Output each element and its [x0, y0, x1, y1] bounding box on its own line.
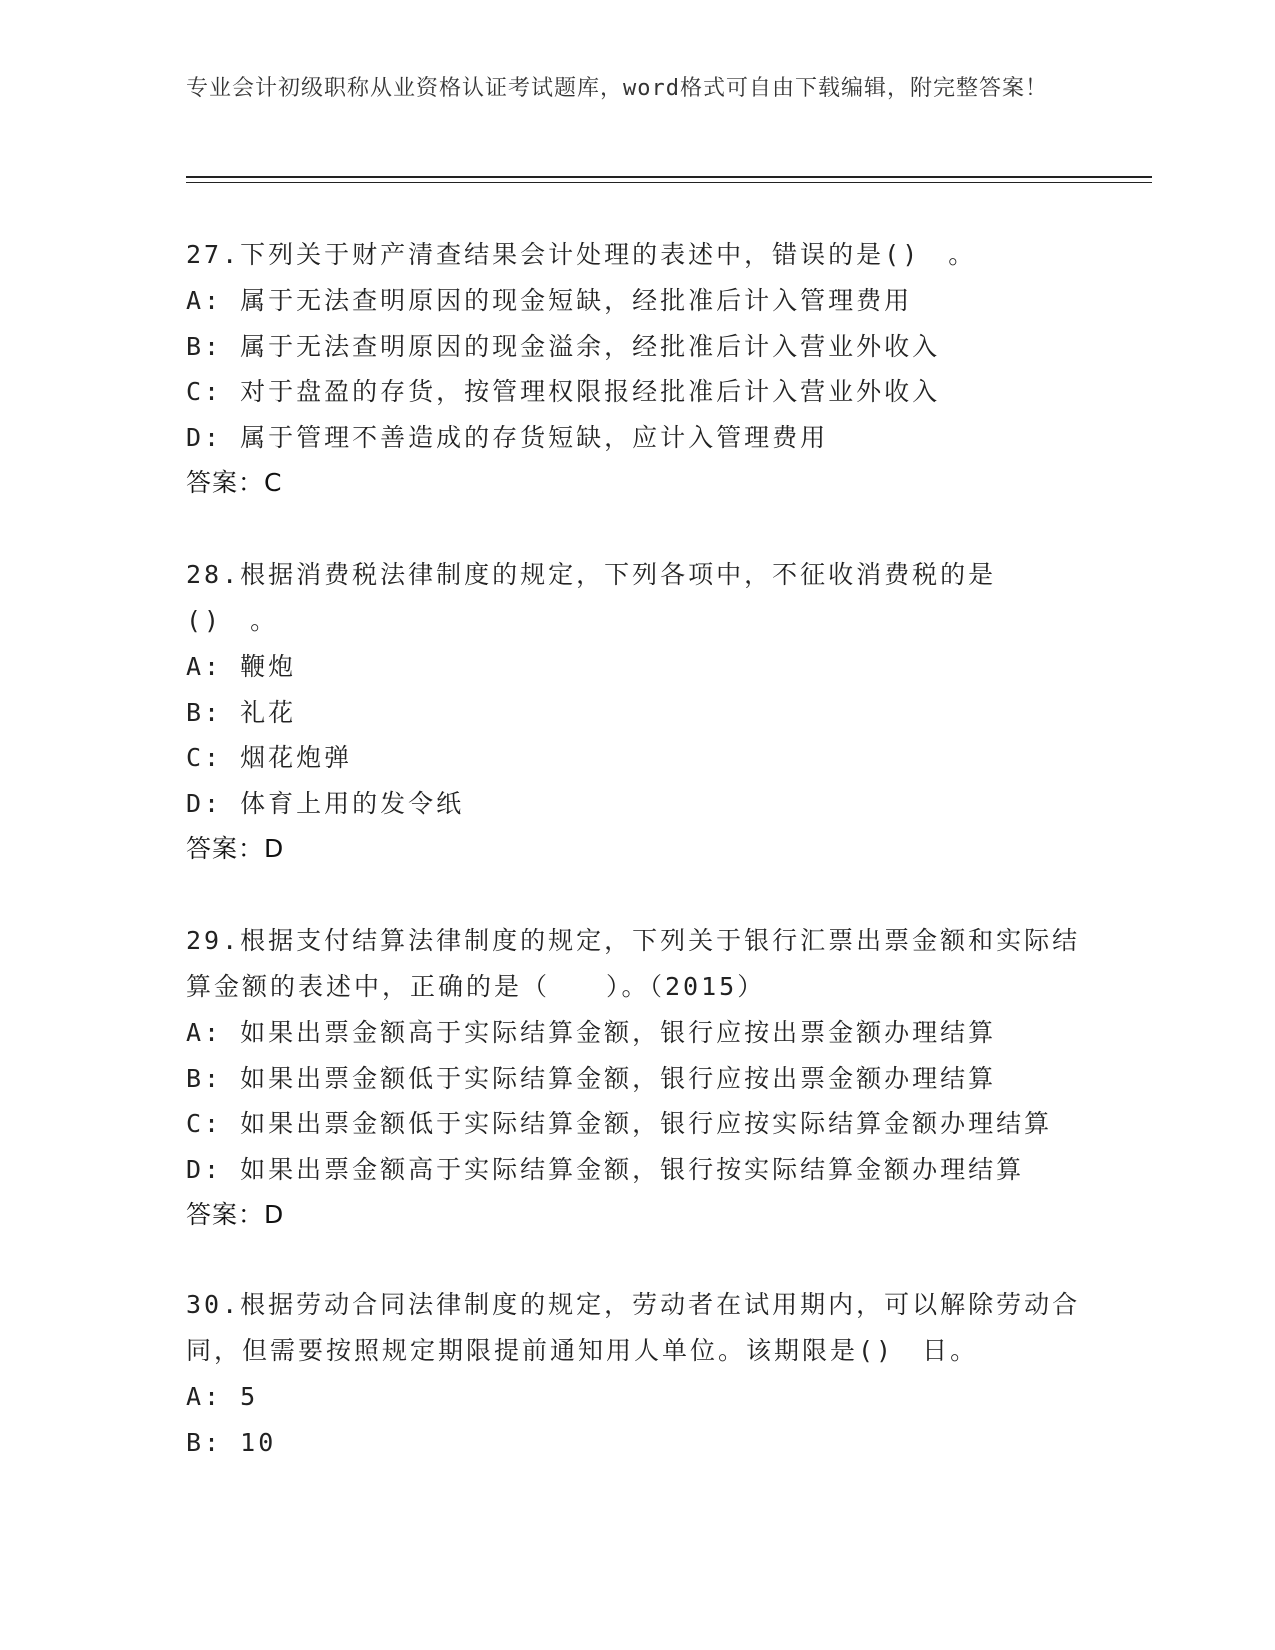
header-text: 专业会计初级职称从业资格认证考试题库，word格式可自由下载编辑，附完整答案！ — [186, 76, 1048, 101]
header-divider-thin — [186, 182, 1152, 183]
option-d: D: 如果出票金额高于实际结算金额，银行按实际结算金额办理结算 — [186, 1154, 1025, 1184]
question-30 — [186, 1282, 1086, 1465]
answer-text: 答案：C — [186, 468, 283, 497]
header-divider-thick — [186, 176, 1152, 178]
option-c: C: 烟花炮弹 — [186, 743, 353, 772]
option-b: B: 礼花 — [186, 697, 297, 727]
option-d: D: 体育上用的发令纸 — [186, 788, 465, 818]
question-27 — [186, 232, 1086, 506]
option-a: A: 属于无法查明原因的现金短缺，经批准后计入管理费用 — [186, 286, 913, 315]
option-c: C: 如果出票金额低于实际结算金额，银行应按实际结算金额办理结算 — [186, 1109, 1053, 1138]
option-b: B: 如果出票金额低于实际结算金额，银行应按出票金额办理结算 — [186, 1063, 997, 1093]
option-b: B: 10 — [186, 1427, 277, 1457]
option-b: B: 属于无法查明原因的现金溢余，经批准后计入营业外收入 — [186, 331, 941, 361]
question-stem: 29.根据支付结算法律制度的规定，下列关于银行汇票出票金额和实际结算金额的表述中，正确的是（ ）。（2015） — [186, 926, 1081, 1001]
option-a: A: 鞭炮 — [186, 652, 297, 681]
option-a: A: 如果出票金额高于实际结算金额，银行应按出票金额办理结算 — [186, 1018, 997, 1047]
option-c: C: 对于盘盈的存货，按管理权限报经批准后计入营业外收入 — [186, 377, 941, 406]
question-stem: 30.根据劳动合同法律制度的规定，劳动者在试用期内，可以解除劳动合同，但需要按照规定期限提前通知用人单位。该期限是() 日。 — [186, 1290, 1081, 1365]
question-28 — [186, 552, 1086, 872]
answer-text: 答案：D — [186, 834, 285, 863]
option-d: D: 属于管理不善造成的存货短缺，应计入管理费用 — [186, 422, 829, 452]
question-stem: 27.下列关于财产清查结果会计处理的表述中，错误的是() 。 — [186, 240, 977, 269]
answer-text: 答案：D — [186, 1200, 285, 1229]
question-stem: 28.根据消费税法律制度的规定，下列各项中，不征收消费税的是() 。 — [186, 560, 997, 635]
option-a: A: 5 — [186, 1382, 259, 1411]
question-29 — [186, 918, 1086, 1238]
